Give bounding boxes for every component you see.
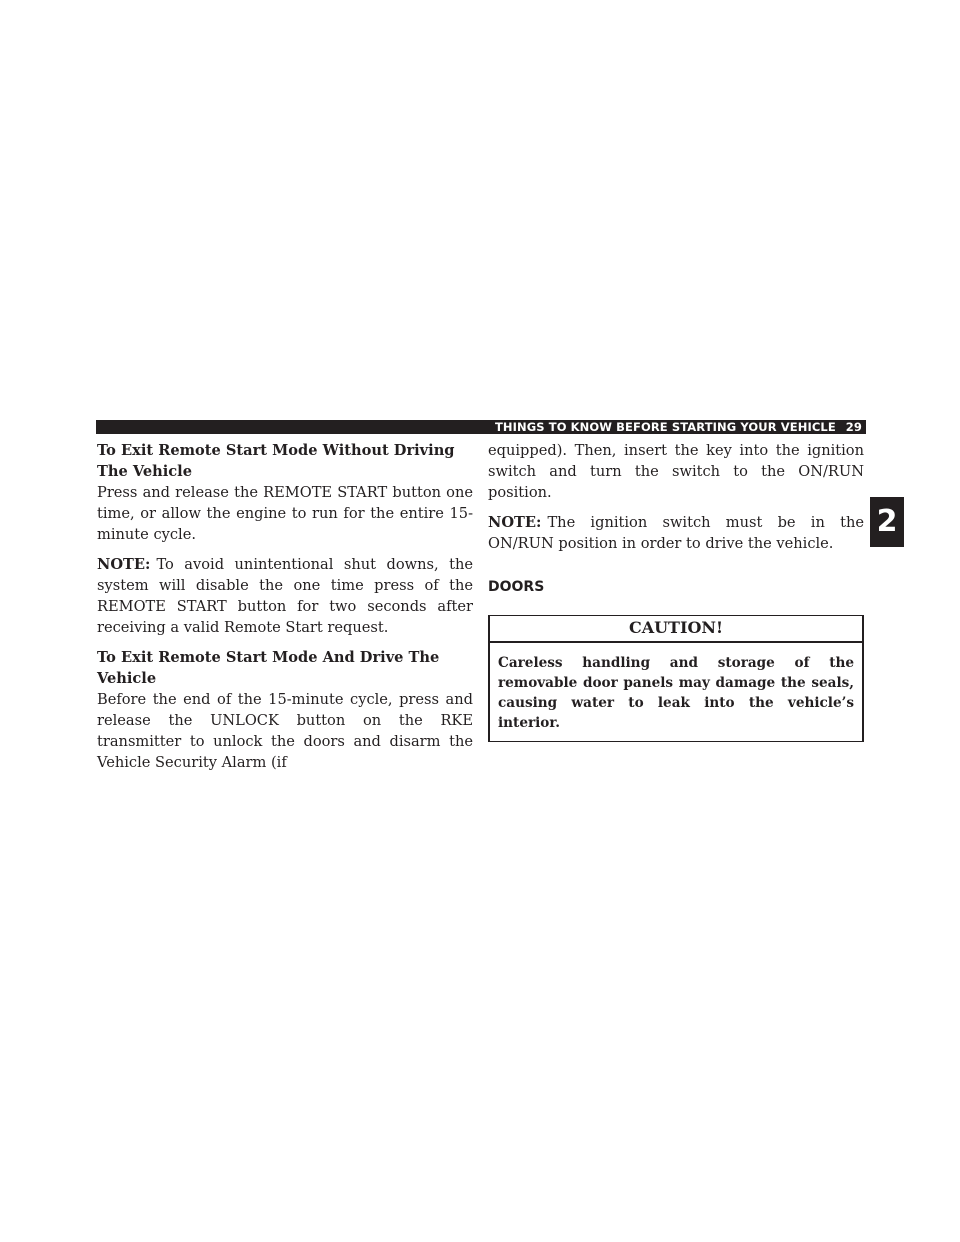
note-label: NOTE:: [488, 514, 542, 531]
note-text: The ignition switch must be in the ON/RUN position in order to drive the vehicle.: [488, 514, 864, 552]
running-header: [96, 420, 866, 434]
paragraph-exit-without-driving: Press and release the REMOTE START button one time, or allow the engine to run for the entire 15-minute cycle.: [97, 484, 473, 543]
paragraph-continued: equipped). Then, insert the key into the ignition switch and turn the switch to the ON/RUN position.: [488, 442, 864, 501]
note-label: NOTE:: [97, 556, 151, 573]
subhead-exit-without-driving: To Exit Remote Start Mode Without Driving The Vehicle: [97, 442, 455, 480]
paragraph-exit-and-drive: Before the end of the 15-minute cycle, press and release the UNLOCK button on the RKE transmitter to unlock the doors and disarm the Vehicle Security Alarm (if: [97, 691, 473, 771]
header-text: [495, 419, 866, 435]
section-heading-doors: DOORS: [488, 579, 545, 595]
note-paragraph-1: [97, 554, 473, 638]
right-column: [488, 440, 864, 742]
header-rule: [96, 420, 488, 434]
note-text: To avoid unintentional shut downs, the system will disable the one time press of the REMOTE START button for two seconds after receiving a valid Remote Start request.: [97, 556, 473, 636]
left-column: [97, 440, 473, 773]
header-title: THINGS TO KNOW BEFORE STARTING YOUR VEHICLE: [494, 420, 836, 434]
page-number: 29: [845, 420, 862, 434]
caution-title: CAUTION!: [490, 616, 862, 643]
subhead-exit-and-drive: To Exit Remote Start Mode And Drive The Vehicle: [97, 649, 440, 687]
caution-body: Careless handling and storage of the removable door panels may damage the seals, causing water to leak into the vehicle’s interior.: [498, 655, 854, 731]
note-paragraph-2: [488, 512, 864, 554]
chapter-tab: 2: [870, 497, 904, 547]
caution-box: [488, 615, 864, 742]
